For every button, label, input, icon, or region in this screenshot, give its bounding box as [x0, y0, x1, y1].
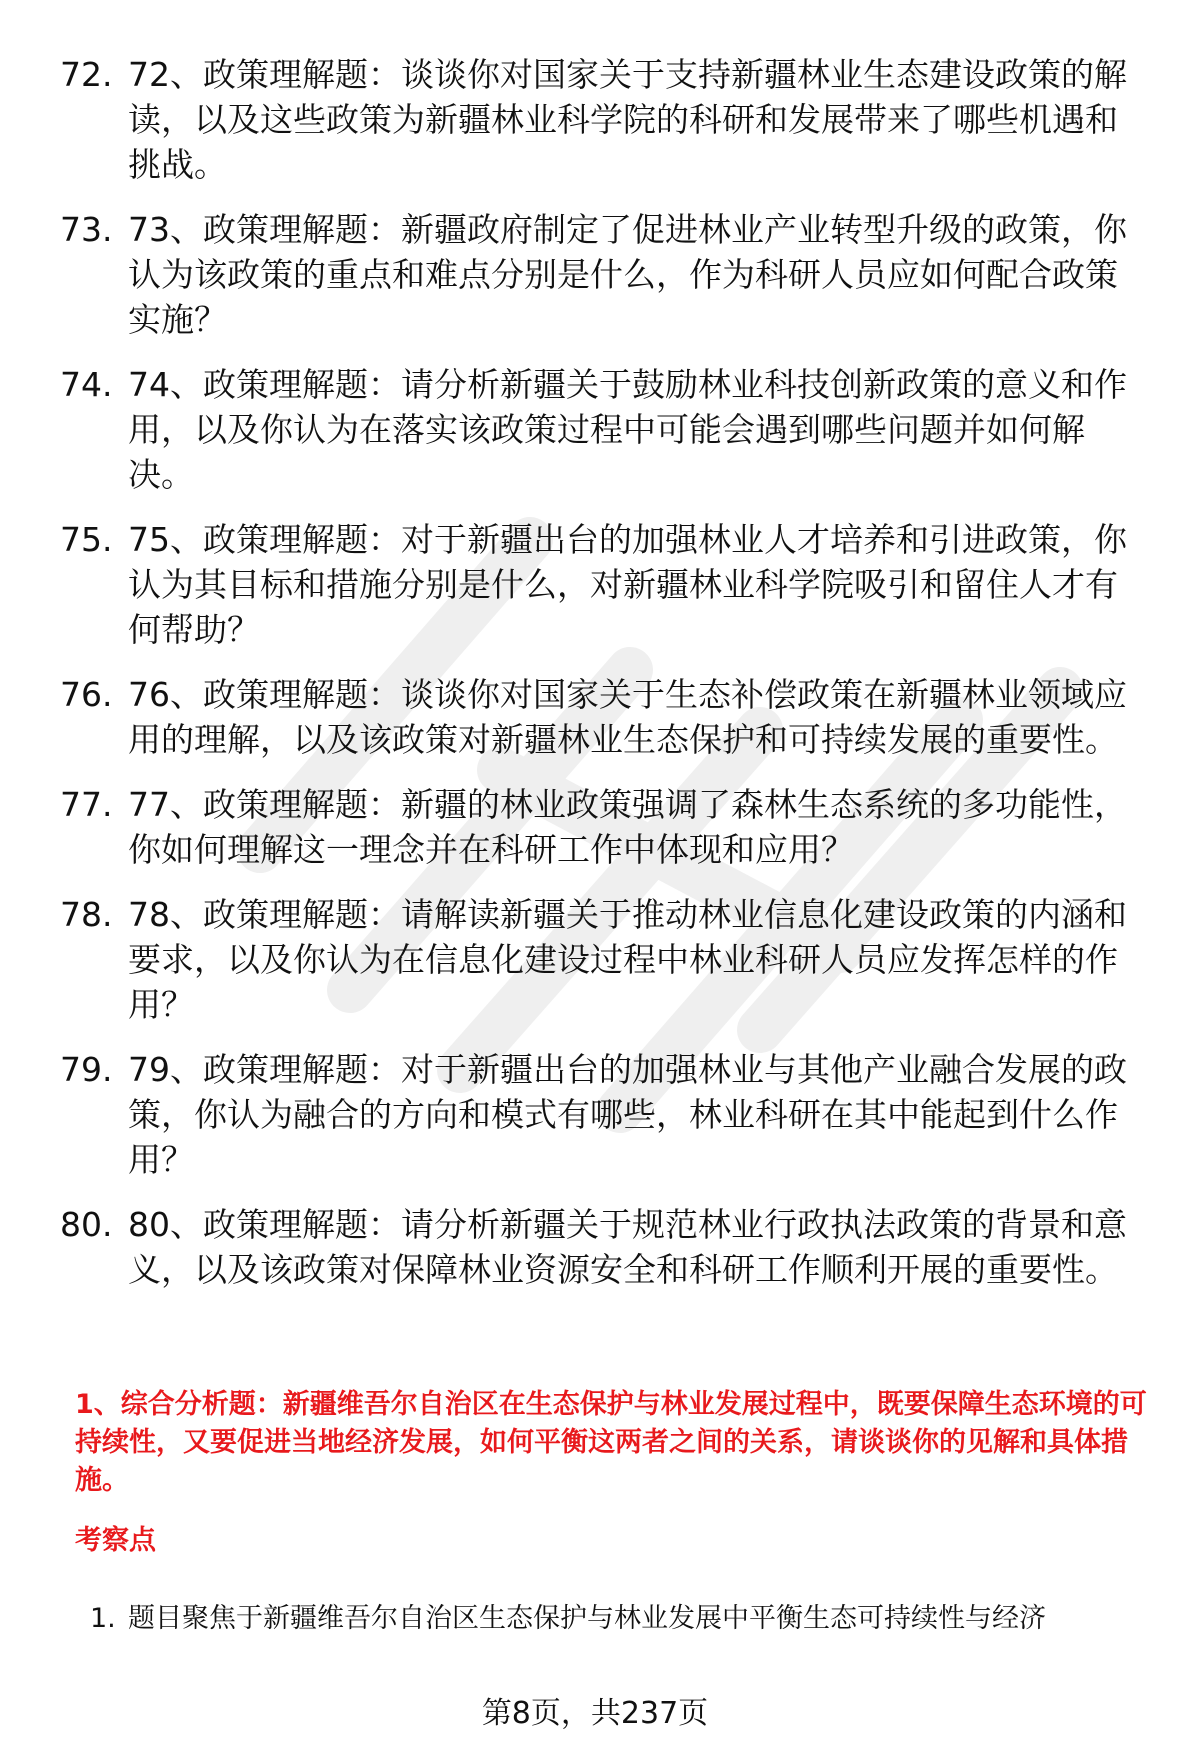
- question-number: 76.: [60, 675, 113, 714]
- comprehensive-question: 1、综合分析题：新疆维吾尔自治区在生态保护与林业发展过程中，既要保障生态环境的可持续性，又要促进当地经济发展，如何平衡这两者之间的关系，请谈谈你的见解和具体措施。: [75, 1389, 1147, 1496]
- assessment-point-item: [90, 1600, 1160, 1638]
- question-list: [60, 52, 1150, 1312]
- question-text: 74、政策理解题：请分析新疆关于鼓励林业科技创新政策的意义和作用，以及你认为在落实该政策过程中可能会遇到哪些问题并如何解决。: [128, 365, 1127, 494]
- question-text: 78、政策理解题：请解读新疆关于推动林业信息化建设政策的内涵和要求，以及你认为在信息化建设过程中林业科研人员应发挥怎样的作用？: [128, 895, 1127, 1024]
- question-number: 80.: [60, 1205, 113, 1244]
- assessment-points-list: [90, 1600, 1160, 1638]
- question-text: 75、政策理解题：对于新疆出台的加强林业人才培养和引进政策，你认为其目标和措施分别是什么，对新疆林业科学院吸引和留住人才有何帮助？: [128, 520, 1127, 649]
- question-item-75: [60, 517, 1150, 652]
- point-number: 1.: [90, 1603, 116, 1634]
- question-number: 79.: [60, 1050, 113, 1089]
- question-text: 72、政策理解题：谈谈你对国家关于支持新疆林业生态建设政策的解读，以及这些政策为新疆林业科学院的科研和发展带来了哪些机遇和挑战。: [128, 55, 1127, 184]
- question-item-73: [60, 207, 1150, 342]
- question-item-74: [60, 362, 1150, 497]
- question-number: 73.: [60, 210, 113, 249]
- question-text: 80、政策理解题：请分析新疆关于规范林业行政执法政策的背景和意义，以及该政策对保障林业资源安全和科研工作顺利开展的重要性。: [128, 1205, 1127, 1289]
- question-number: 74.: [60, 365, 113, 404]
- question-text: 79、政策理解题：对于新疆出台的加强林业与其他产业融合发展的政策，你认为融合的方向和模式有哪些，林业科研在其中能起到什么作用？: [128, 1050, 1127, 1179]
- question-number: 72.: [60, 55, 113, 94]
- question-item-80: [60, 1202, 1150, 1292]
- question-text: 77、政策理解题：新疆的林业政策强调了森林生态系统的多功能性，你如何理解这一理念并在科研工作中体现和应用？: [128, 785, 1127, 869]
- question-number: 78.: [60, 895, 113, 934]
- question-item-77: [60, 782, 1150, 872]
- question-number: 77.: [60, 785, 113, 824]
- point-text: 题目聚焦于新疆维吾尔自治区生态保护与林业发展中平衡生态可持续性与经济: [128, 1603, 1046, 1634]
- question-item-76: [60, 672, 1150, 762]
- question-item-72: [60, 52, 1150, 187]
- question-text: 73、政策理解题：新疆政府制定了促进林业产业转型升级的政策，你认为该政策的重点和难点分别是什么，作为科研人员应如何配合政策实施？: [128, 210, 1127, 339]
- question-number: 75.: [60, 520, 113, 559]
- question-text: 76、政策理解题：谈谈你对国家关于生态补偿政策在新疆林业领域应用的理解，以及该政策对新疆林业生态保护和可持续发展的重要性。: [128, 675, 1127, 759]
- page-number-footer: 第8页，共237页: [481, 1696, 709, 1731]
- question-item-78: [60, 892, 1150, 1027]
- question-item-79: [60, 1047, 1150, 1182]
- assessment-points-heading: 考察点: [75, 1525, 156, 1556]
